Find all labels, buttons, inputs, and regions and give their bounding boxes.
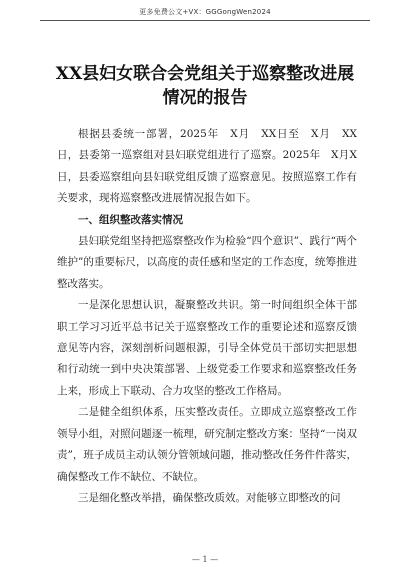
page-header: 更多免费公文+VX：GGGongWen2024 [139, 8, 271, 16]
document-body [57, 124, 357, 509]
header-divider [40, 20, 370, 21]
body-paragraph: 一是深化思想认识，凝聚整改共识。第一时间组织全体干部职工学习习近平总书记关于巡察整改工作的重要论述和巡察反馈意见等内容，深刻剖析问题根源，引导全体党员干部切实把思想和行动统一到中央决策部署、上级党委工作要求和巡察整改任务上来，形成上下联动、合力攻坚的整改工作格局。 [57, 299, 357, 397]
body-paragraph: 二是健全组织体系，压实整改责任。立即成立巡察整改工作领导小组，对照问题逐一梳理，研究制定整改方案：坚持“一岗双责”，班子成员主动认领分管领域问题，推动整改任务件件落实，确保整改工作不缺位、不缺位。 [57, 406, 357, 483]
body-paragraph: 三是细化整改举措，确保整改质效。对能够立即整改的问 [78, 491, 341, 504]
body-paragraph: 县妇联党组坚持把巡察整改作为检验“四个意识”、践行“两个维护”的重要标尺，以高度的责任感和坚定的工作态度，统筹推进整改落实。 [57, 235, 357, 290]
title-line-1: XX县妇女联合会党组关于巡察整改进展 [55, 64, 355, 84]
title-line-2: 情况的报告 [162, 88, 248, 108]
section-heading: 一、组织整改落实情况 [78, 213, 183, 226]
page-number: — 1 — [191, 555, 219, 564]
intro-paragraph: 根据县委统一部署，2025年 X月 XX日至 X月 XX日，县委第一巡察组对县妇联党组进行了巡察。2025年 X月X日，县委巡察组向县妇联党组反馈了巡察意见。按照巡察工作有关要求，现将巡察整改进展情况报告如下。 [57, 128, 357, 205]
document-title [40, 62, 370, 110]
